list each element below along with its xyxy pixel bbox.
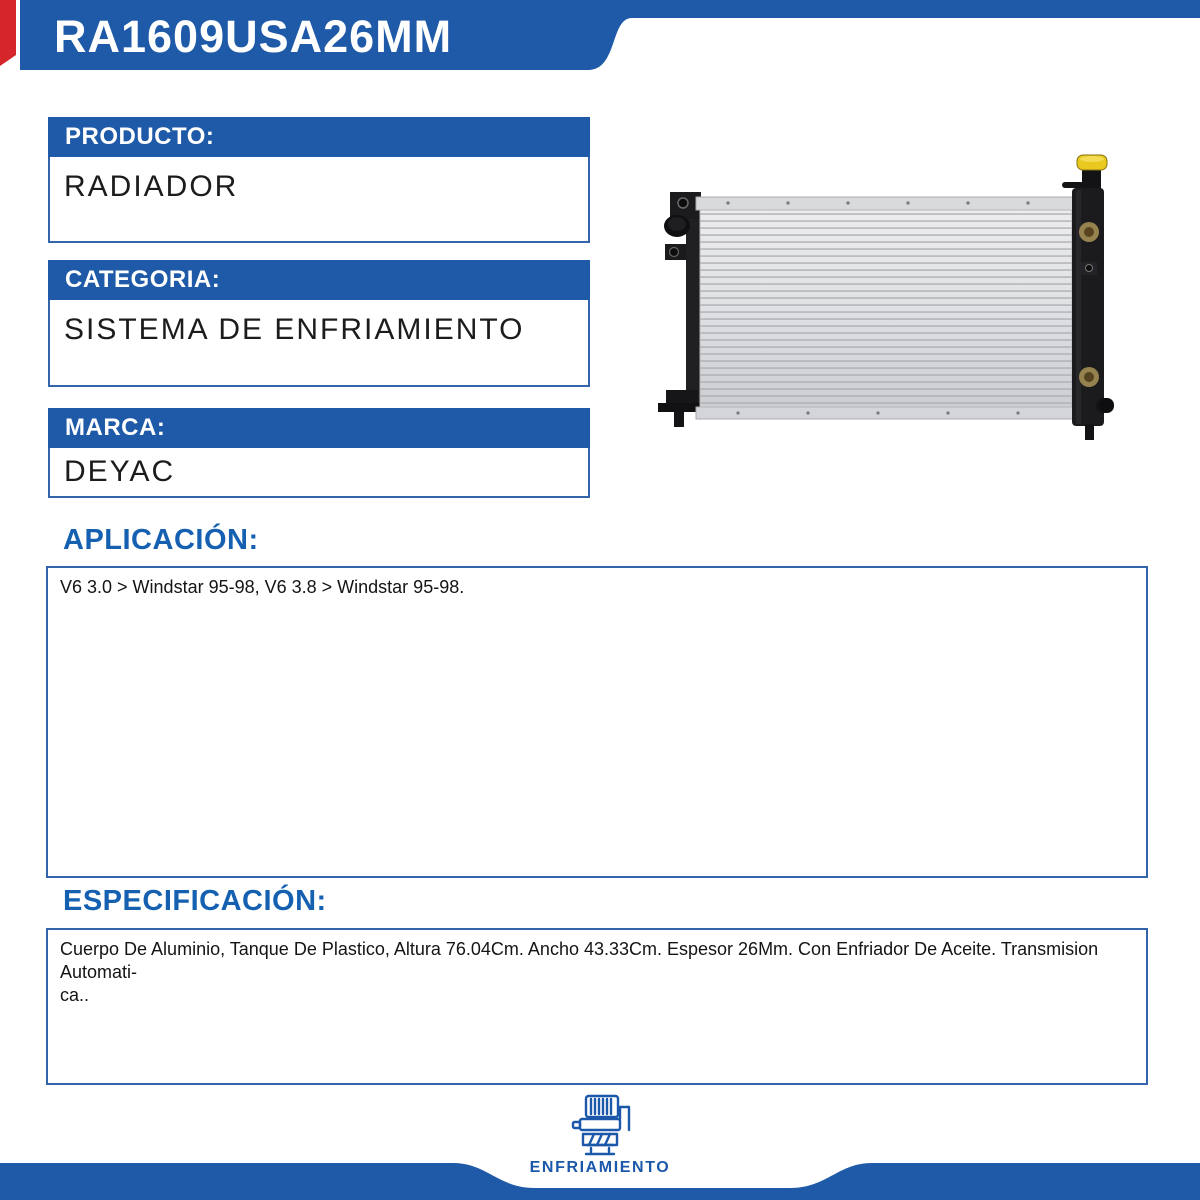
field-label: PRODUCTO: bbox=[65, 123, 215, 150]
product-photo-radiator bbox=[658, 152, 1118, 442]
application-heading: APLICACIÓN: bbox=[63, 524, 259, 556]
field-value-box bbox=[48, 448, 590, 498]
field-label: CATEGORIA: bbox=[65, 266, 221, 293]
product-sku-title: RA1609USA26MM bbox=[54, 11, 453, 62]
radiator-icon bbox=[571, 1094, 639, 1158]
radiator-left-bracket bbox=[658, 192, 706, 427]
field-producto bbox=[48, 117, 590, 243]
field-value-box bbox=[48, 300, 590, 387]
footer-category-label: ENFRIAMIENTO bbox=[529, 1159, 671, 1176]
specification-box bbox=[46, 928, 1148, 1085]
field-label: MARCA: bbox=[65, 414, 166, 441]
field-marca bbox=[48, 408, 590, 498]
field-label-bar bbox=[48, 260, 590, 300]
specification-text-line: ca.. bbox=[60, 985, 90, 1006]
header-red-accent bbox=[0, 0, 16, 66]
field-value-box bbox=[48, 157, 590, 243]
specification-text-line: Cuerpo De Aluminio, Tanque De Plastico, Altura 76.04Cm. Ancho 43.33Cm. Espesor 26Mm. Con Enfriador De Aceite. Transmision Automati- bbox=[60, 939, 1099, 983]
application-text: V6 3.0 > Windstar 95-98, V6 3.8 > Windstar 95-98. bbox=[60, 577, 465, 597]
specification-heading: ESPECIFICACIÓN: bbox=[63, 885, 327, 917]
field-label-bar bbox=[48, 117, 590, 157]
application-box bbox=[46, 566, 1148, 878]
radiator-core bbox=[696, 197, 1074, 419]
field-categoria bbox=[48, 260, 590, 387]
field-value: DEYAC bbox=[64, 455, 176, 488]
field-value: SISTEMA DE ENFRIAMIENTO bbox=[64, 313, 525, 346]
field-value: RADIADOR bbox=[64, 170, 239, 203]
field-label-bar bbox=[48, 408, 590, 448]
